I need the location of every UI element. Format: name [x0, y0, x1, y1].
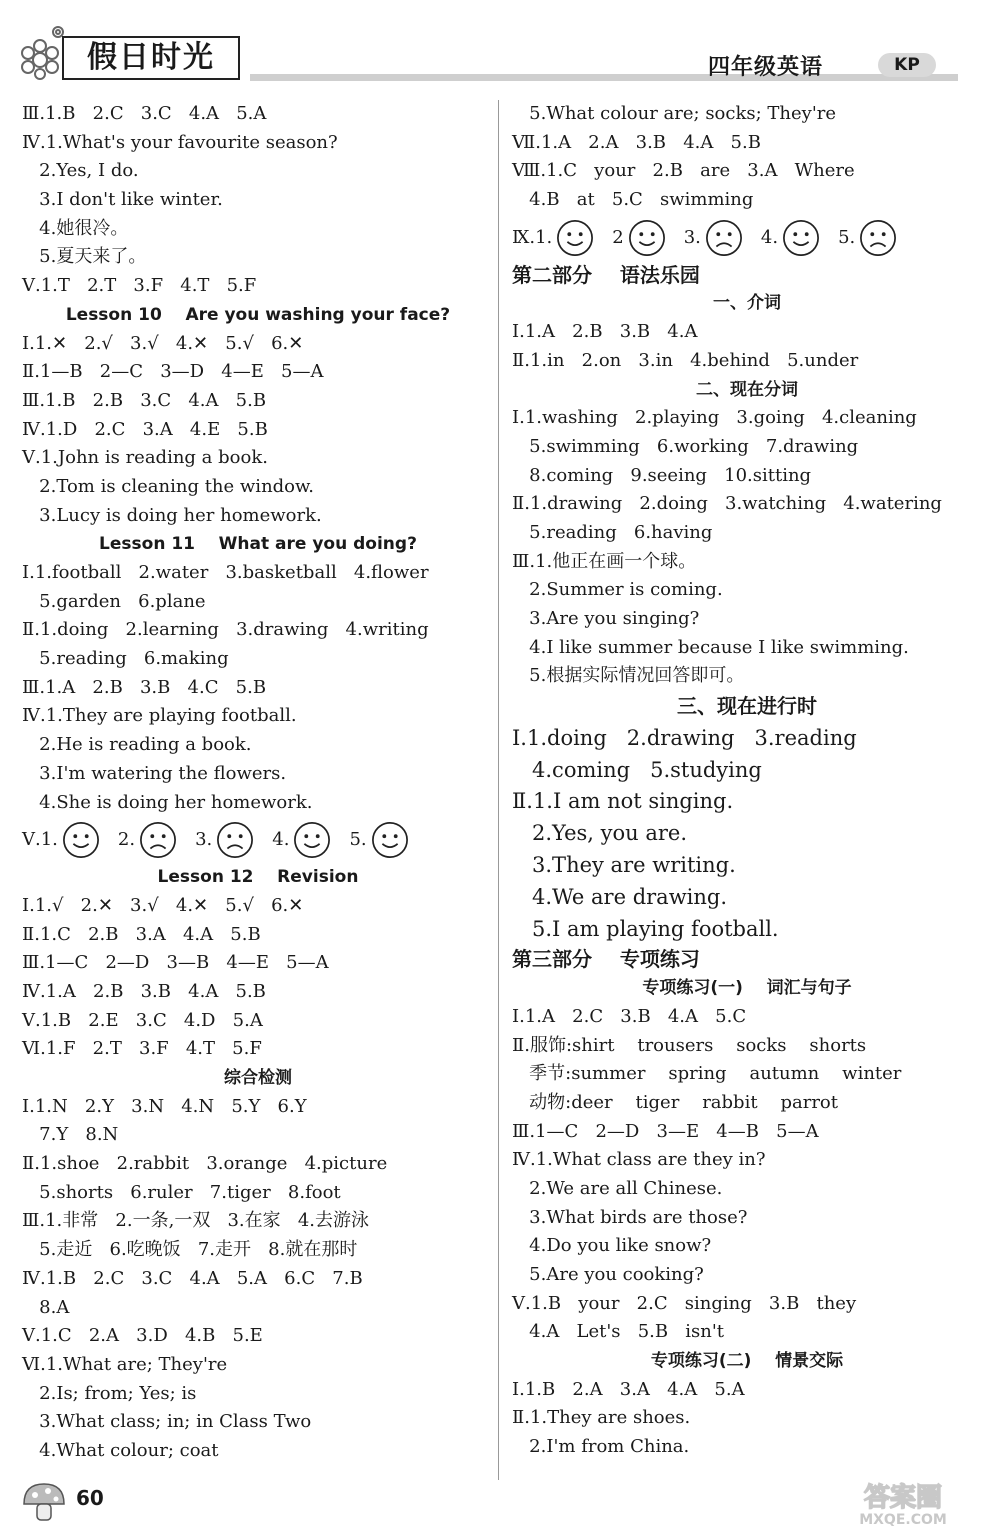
answer-line: Ⅱ.1.I am not singing.	[512, 789, 734, 814]
section-heading: 二、现在分词	[696, 379, 798, 400]
publisher-logo: KP	[878, 53, 936, 77]
item-number: 2	[612, 226, 624, 248]
answer-line: Ⅵ.1.F 2.T 3.F 4.T 5.F	[22, 1038, 262, 1060]
answer-line: 5.reading 6.making	[22, 648, 229, 670]
grade-subject-label: 四年级英语	[708, 55, 824, 80]
question-number: Ⅴ.	[22, 829, 41, 851]
answer-line: Ⅰ.1.✕ 2.√ 3.√ 4.✕ 5.√ 6.✕	[22, 332, 304, 354]
answer-line: Ⅲ.1—C 2—D 3—B 4—E 5—A	[22, 952, 329, 974]
answer-line: 7.Y 8.N	[22, 1124, 119, 1146]
answer-line: 2.Yes, I do.	[22, 160, 139, 182]
book-title: 假日时光	[62, 36, 240, 80]
item-number: 4.	[760, 226, 779, 248]
smiley-face-icon	[628, 219, 666, 257]
answer-line: 4.她很冷。	[22, 217, 129, 239]
section-heading: 三、现在进行时	[677, 694, 817, 719]
answer-line: Ⅱ.1.drawing 2.doing 3.watching 4.watering	[512, 493, 942, 515]
answer-line: Ⅳ.1.They are playing football.	[22, 705, 297, 727]
answer-line: 2.Yes, you are.	[512, 821, 688, 846]
answer-line: Ⅰ.1.A 2.B 3.B 4.A	[512, 321, 698, 343]
answer-line: Ⅰ.1.football 2.water 3.basketball 4.flower	[22, 562, 429, 583]
answer-line: 5.Are you cooking?	[512, 1264, 704, 1285]
answer-line: Ⅱ.1.shoe 2.rabbit 3.orange 4.picture	[22, 1153, 388, 1175]
answer-line: Ⅰ.1.doing 2.drawing 3.reading	[512, 725, 857, 750]
answer-line: 4.I like summer because I like swimming.	[512, 636, 909, 658]
answer-line: Ⅲ.1—C 2—D 3—E 4—B 5—A	[512, 1120, 819, 1142]
answer-line: 8.A	[22, 1296, 70, 1318]
answer-line: 3.What class; in; in Class Two	[22, 1411, 312, 1433]
answer-line: 2.We are all Chinese.	[512, 1177, 723, 1199]
sad-face-icon	[216, 821, 254, 859]
smiley-answer-line	[22, 817, 494, 863]
sad-face-icon	[705, 219, 743, 257]
answer-line: 8.coming 9.seeing 10.sitting	[512, 464, 812, 486]
smiley-face-icon	[556, 219, 594, 257]
answer-line: 4.What colour; coat	[22, 1439, 219, 1461]
answer-line: Ⅲ.1.B 2.B 3.C 4.A 5.B	[22, 389, 267, 411]
answer-line: Ⅲ.1.A 2.B 3.B 4.C 5.B	[22, 676, 267, 698]
section-heading: 一、介词	[713, 293, 781, 314]
section-heading: 专项练习(二) 情景交际	[650, 1351, 844, 1372]
answer-line: 5.shorts 6.ruler 7.tiger 8.foot	[22, 1181, 341, 1203]
item-number: 3.	[683, 226, 701, 248]
page-footer	[0, 1470, 1000, 1532]
item-number: 1.	[40, 829, 58, 851]
answer-line: Ⅳ.1.D 2.C 3.A 4.E 5.B	[22, 418, 268, 440]
answer-line: 4.A Let's 5.B isn't	[512, 1321, 725, 1343]
lesson-heading: Lesson 10 Are you washing your face?	[65, 304, 451, 325]
item-number: 1.	[535, 226, 553, 248]
section-heading: 综合检测	[224, 1068, 292, 1088]
item-number: 5.	[838, 226, 856, 248]
item-number: 3.	[195, 829, 213, 851]
answer-line: Ⅳ.1.What class are they in?	[512, 1149, 766, 1171]
answer-line: 3.What birds are those?	[512, 1206, 748, 1228]
right-column	[512, 100, 982, 1462]
answer-line: 3.Lucy is doing her homework.	[22, 504, 322, 526]
answer-line: Ⅱ.1—B 2—C 3—D 4—E 5—A	[22, 361, 324, 383]
answer-line: 5.swimming 6.working 7.drawing	[512, 435, 859, 457]
lesson-heading: Lesson 12 Revision	[157, 867, 359, 888]
left-column	[22, 100, 494, 1466]
answer-line: 季节:summer spring autumn winter	[512, 1063, 902, 1085]
answer-line: 5.garden 6.plane	[22, 590, 206, 612]
answer-line: 3.I'm watering the flowers.	[22, 762, 287, 784]
page-header	[0, 0, 1000, 95]
answer-line: 3.I don't like winter.	[22, 189, 223, 211]
question-number: Ⅸ.	[512, 226, 536, 248]
sad-face-icon	[859, 219, 897, 257]
answer-line: Ⅰ.1.washing 2.playing 3.going 4.cleaning	[512, 407, 917, 429]
answer-line: Ⅴ.1.C 2.A 3.D 4.B 5.E	[22, 1325, 263, 1347]
answer-line: 2.Summer is coming.	[512, 579, 723, 601]
answer-line: Ⅴ.1.T 2.T 3.F 4.T 5.F	[22, 275, 257, 297]
smiley-face-icon	[782, 219, 820, 257]
answer-line: 3.They are writing.	[512, 853, 736, 878]
answer-line: Ⅰ.1.N 2.Y 3.N 4.N 5.Y 6.Y	[22, 1095, 307, 1117]
answer-line: Ⅴ.1.B your 2.C singing 3.B they	[512, 1292, 857, 1314]
answer-line: Ⅲ.1.非常 2.一条,一双 3.在家 4.去游泳	[22, 1210, 369, 1232]
answer-line: Ⅰ.1.√ 2.✕ 3.√ 4.✕ 5.√ 6.✕	[22, 894, 304, 916]
answer-line: Ⅲ.1.他正在画一个球。	[512, 550, 697, 572]
smiley-face-icon	[293, 821, 331, 859]
answer-line: Ⅵ.1.What are; They're	[22, 1353, 228, 1375]
answer-line: Ⅱ.1.They are shoes.	[512, 1407, 691, 1429]
answer-line: 4.Do you like snow?	[512, 1235, 712, 1257]
sad-face-icon	[139, 821, 177, 859]
answer-line: Ⅴ.1.John is reading a book.	[22, 447, 268, 469]
svg-text:MXQE.COM: MXQE.COM	[859, 1512, 947, 1528]
header-rule	[250, 74, 958, 81]
lesson-heading: Lesson 11 What are you doing?	[99, 534, 417, 555]
answer-line: 2.Is; from; Yes; is	[22, 1382, 197, 1404]
answer-line: 4.We are drawing.	[512, 884, 728, 909]
mushroom-icon	[20, 1480, 68, 1524]
item-number: 4.	[272, 829, 290, 851]
answer-line: Ⅳ.1.B 2.C 3.C 4.A 5.A 6.C 7.B	[22, 1267, 363, 1289]
answer-line: Ⅱ.1.doing 2.learning 3.drawing 4.writing	[22, 619, 429, 641]
answer-line: 5.夏天来了。	[22, 246, 147, 268]
answer-line: Ⅳ.1.What's your favourite season?	[22, 131, 338, 153]
answer-line: 4.B at 5.C swimming	[512, 189, 754, 211]
answer-line: Ⅱ.1.in 2.on 3.in 4.behind 5.under	[512, 349, 859, 371]
answer-line: Ⅳ.1.A 2.B 3.B 4.A 5.B	[22, 980, 266, 1002]
section-heading: 专项练习(一) 词汇与句子	[642, 978, 852, 999]
answer-line: 3.Are you singing?	[512, 608, 700, 629]
answer-line: 4.coming 5.studying	[512, 757, 762, 782]
answer-line: 5.I am playing football.	[512, 916, 779, 941]
answer-line: Ⅰ.1.A 2.C 3.B 4.A 5.C	[512, 1005, 747, 1027]
part-heading: 第二部分 语法乐园	[512, 262, 700, 287]
answer-line: 5.reading 6.having	[512, 521, 713, 543]
answer-line: Ⅷ.1.C your 2.B are 3.A Where	[512, 160, 855, 182]
svg-text:答案圈: 答案圈	[863, 1483, 943, 1513]
answer-line: Ⅰ.1.B 2.A 3.A 4.A 5.A	[512, 1378, 745, 1400]
answer-line: Ⅱ.服饰:shirt trousers socks shorts	[512, 1034, 867, 1056]
answer-line: 4.She is doing her homework.	[22, 791, 313, 813]
answer-line: 2.I'm from China.	[512, 1436, 690, 1458]
answer-line: Ⅶ.1.A 2.A 3.B 4.A 5.B	[512, 131, 761, 153]
answer-line: Ⅴ.1.B 2.E 3.C 4.D 5.A	[22, 1009, 263, 1031]
answer-line: 2.Tom is cleaning the window.	[22, 475, 315, 497]
answer-line: 动物:deer tiger rabbit parrot	[512, 1091, 838, 1113]
item-number: 5.	[349, 829, 367, 851]
answer-line: 5.根据实际情况回答即可。	[512, 665, 745, 687]
answer-line: Ⅱ.1.C 2.B 3.A 4.A 5.B	[22, 923, 261, 945]
answer-line: 5.走近 6.吃晚饭 7.走开 8.就在那时	[22, 1239, 358, 1261]
answer-line: Ⅲ.1.B 2.C 3.C 4.A 5.A	[22, 103, 267, 124]
column-divider	[498, 100, 499, 1480]
item-number: 2.	[117, 829, 136, 851]
smiley-face-icon	[62, 821, 100, 859]
page-number: 60	[76, 1486, 104, 1510]
watermark-logo	[818, 1478, 988, 1528]
smiley-face-icon	[371, 821, 409, 859]
answer-line: 5.What colour are; socks; They're	[512, 103, 837, 124]
part-heading: 第三部分 专项练习	[512, 947, 700, 972]
flower-ornament-icon	[18, 22, 68, 80]
smiley-answer-line	[512, 215, 982, 261]
answer-line: 2.He is reading a book.	[22, 734, 252, 756]
